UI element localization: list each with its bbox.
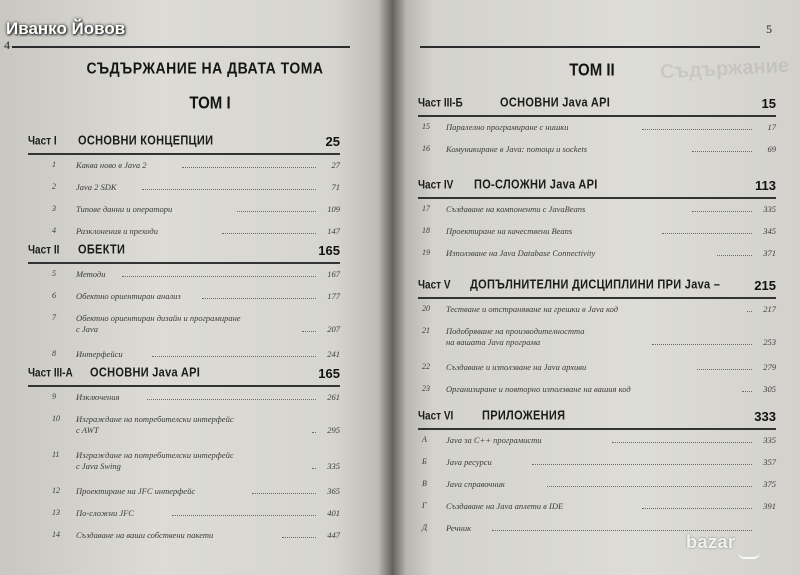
- dot-leader: [642, 508, 752, 509]
- toc-chapter: [52, 269, 340, 281]
- part-rule: [28, 262, 340, 264]
- part-title: ОСНОВНИ Java API: [500, 96, 611, 110]
- dot-leader: [742, 391, 752, 392]
- chapter-number: 3: [52, 204, 56, 213]
- dot-leader: [182, 167, 316, 168]
- toc-part: [418, 409, 776, 427]
- part-code: Част III-А: [28, 367, 73, 380]
- dot-leader: [312, 468, 316, 469]
- chapter-page: 109: [327, 204, 340, 214]
- chapter-number: 6: [52, 291, 56, 300]
- part-page: 15: [761, 96, 776, 111]
- part-rule: [418, 428, 776, 430]
- chapter-title: Изграждане на потребителски интерфейс: [76, 414, 234, 424]
- chapter-number: А: [422, 435, 427, 444]
- chapter-number: 16: [422, 144, 430, 153]
- volume-one-title: ТОМ I: [189, 93, 231, 114]
- toc-chapter: [422, 362, 776, 374]
- part-title: ПРИЛОЖЕНИЯ: [482, 409, 566, 423]
- dot-leader: [652, 344, 752, 345]
- toc-part: [418, 278, 776, 296]
- part-title: ОСНОВНИ Java API: [90, 366, 201, 380]
- dot-leader: [302, 331, 316, 332]
- chapter-page: 279: [763, 362, 776, 372]
- chapter-title: Java 2 SDK: [76, 182, 117, 192]
- chapter-number: 23: [422, 384, 430, 393]
- chapter-title: Създаване на ваши собствени пакети: [76, 530, 214, 540]
- toc-part: [28, 243, 340, 261]
- toc-chapter: [422, 384, 776, 396]
- part-rule: [418, 197, 776, 199]
- part-title: ДОПЪЛНИТЕЛНИ ДИСЦИПЛИНИ ПРИ Java –: [470, 278, 721, 292]
- chapter-page: 27: [331, 160, 340, 170]
- book-gutter: [378, 0, 406, 575]
- toc-chapter: [422, 435, 776, 447]
- chapter-page: 241: [327, 349, 340, 359]
- chapter-number: 20: [422, 304, 430, 313]
- dot-leader: [612, 442, 752, 443]
- dot-leader: [492, 530, 752, 531]
- dot-leader: [642, 129, 752, 130]
- chapter-title: Създаване на Java аплети в IDE: [446, 501, 564, 511]
- dot-leader: [312, 432, 316, 433]
- chapter-title: Изграждане на потребителски интерфейс: [76, 450, 234, 460]
- part-page: 165: [318, 243, 340, 258]
- chapter-page: 365: [327, 486, 340, 496]
- chapter-title: Създаване и използване на Java архиви: [446, 362, 587, 372]
- toc-chapter: [422, 204, 776, 216]
- dot-leader: [692, 211, 752, 212]
- toc-chapter: [52, 414, 340, 438]
- chapter-number: 13: [52, 508, 60, 517]
- dot-leader: [202, 298, 316, 299]
- chapter-page: 335: [327, 461, 340, 471]
- toc-chapter: [422, 479, 776, 491]
- toc-chapter: [422, 248, 776, 260]
- chapter-number: 21: [422, 326, 430, 335]
- part-rule: [418, 115, 776, 117]
- chapter-number: 18: [422, 226, 430, 235]
- chapter-title: Използване на Java Database Connectivity: [446, 248, 596, 258]
- part-code: Част III-Б: [418, 97, 463, 110]
- dot-leader: [692, 151, 752, 152]
- chapter-page: 295: [327, 425, 340, 435]
- chapter-number: 14: [52, 530, 60, 539]
- toc-chapter: [422, 457, 776, 469]
- dot-leader: [237, 211, 316, 212]
- part-title: ПО-СЛОЖНИ Java API: [474, 178, 598, 192]
- toc-chapter: [52, 392, 340, 404]
- part-page: 25: [325, 134, 340, 149]
- dot-leader: [662, 233, 752, 234]
- toc-chapter: [52, 349, 340, 361]
- part-rule: [418, 297, 776, 299]
- chapter-title: Обектно ориентиран анализ: [76, 291, 181, 301]
- chapter-title: Каква ново в Java 2: [76, 160, 147, 170]
- chapter-page: 17: [767, 122, 776, 132]
- chapter-page: 401: [327, 508, 340, 518]
- dot-leader: [172, 515, 316, 516]
- dot-leader: [547, 486, 752, 487]
- toc-part: [28, 134, 340, 152]
- chapter-title: Обектно ориентиран дизайн и програмиране: [76, 313, 241, 323]
- toc-chapter: [422, 144, 776, 156]
- toc-heading: СЪДЪРЖАНИЕ НА ДВАТА ТОМА: [86, 59, 324, 77]
- site-logo-text: bazar: [686, 532, 736, 552]
- chapter-page: 357: [763, 457, 776, 467]
- chapter-page: 447: [327, 530, 340, 540]
- dot-leader: [142, 189, 316, 190]
- chapter-title: Проектиране на JFC интерфейс: [76, 486, 196, 496]
- toc-part: [418, 96, 776, 114]
- chapter-title-continued: с Java Swing: [76, 461, 121, 471]
- toc-chapter: [52, 530, 340, 542]
- chapter-page: 391: [763, 501, 776, 511]
- site-logo: [686, 532, 792, 560]
- chapter-page: 207: [327, 324, 340, 334]
- volume-two-title: ТОМ II: [569, 60, 615, 81]
- chapter-title: Комуникиране в Java: потоци и sockets: [446, 144, 588, 154]
- chapter-title: Речник: [446, 523, 472, 533]
- chapter-title: Разклонения и преходи: [76, 226, 158, 236]
- dot-leader: [717, 255, 752, 256]
- logo-smile-icon: [738, 552, 760, 559]
- chapter-page: 375: [763, 479, 776, 489]
- left-page: [0, 0, 392, 575]
- toc-chapter: [52, 160, 340, 172]
- dot-leader: [122, 276, 316, 277]
- toc-chapter: [422, 226, 776, 238]
- chapter-number: 17: [422, 204, 430, 213]
- part-code: Част IV: [418, 179, 454, 192]
- dot-leader: [147, 399, 316, 400]
- dot-leader: [282, 537, 316, 538]
- chapter-title: Java за C++ програмисти: [446, 435, 542, 445]
- toc-part: [28, 366, 340, 384]
- chapter-page: 335: [763, 204, 776, 214]
- right-page: [392, 0, 800, 575]
- toc-chapter: [52, 508, 340, 520]
- dot-leader: [697, 369, 752, 370]
- chapter-number: 5: [52, 269, 56, 278]
- dot-leader: [222, 233, 316, 234]
- chapter-number: 12: [52, 486, 60, 495]
- chapter-number: 10: [52, 414, 60, 423]
- toc-chapter: [52, 204, 340, 216]
- toc-chapter: [422, 304, 776, 316]
- part-title: ОСНОВНИ КОНЦЕПЦИИ: [78, 134, 214, 148]
- chapter-page: 253: [763, 337, 776, 347]
- toc-chapter: [52, 291, 340, 303]
- chapter-number: 2: [52, 182, 56, 191]
- chapter-title: Java справочник: [446, 479, 505, 489]
- chapter-title-continued: с AWT: [76, 425, 99, 435]
- toc-chapter: [52, 450, 340, 474]
- part-code: Част I: [28, 135, 57, 148]
- chapter-title: Методи: [76, 269, 106, 279]
- dot-leader: [252, 493, 316, 494]
- chapter-title: Създаване на компоненти с JavaBeans: [446, 204, 586, 214]
- chapter-title: Подобряване на производителността: [446, 326, 585, 336]
- chapter-page: 147: [327, 226, 340, 236]
- chapter-page: 71: [331, 182, 340, 192]
- dot-leader: [747, 311, 752, 312]
- part-page: 165: [318, 366, 340, 381]
- chapter-number: Д: [422, 523, 428, 532]
- toc-chapter: [422, 501, 776, 513]
- toc-chapter: [422, 326, 776, 350]
- chapter-title-continued: на вашата Java програма: [446, 337, 541, 347]
- chapter-number: 19: [422, 248, 430, 257]
- part-rule: [28, 385, 340, 387]
- toc-chapter: [52, 226, 340, 238]
- chapter-page: 69: [767, 144, 776, 154]
- chapter-title: Java ресурси: [446, 457, 492, 467]
- chapter-number: 9: [52, 392, 56, 401]
- chapter-title: Изключения: [76, 392, 120, 402]
- chapter-title: Паралелно програмиране с нишки: [446, 122, 569, 132]
- part-title: ОБЕКТИ: [78, 243, 126, 257]
- toc-chapter: [422, 122, 776, 134]
- chapter-number: 8: [52, 349, 56, 358]
- part-page: 113: [755, 178, 776, 193]
- chapter-page: 345: [763, 226, 776, 236]
- chapter-page: 217: [763, 304, 776, 314]
- dot-leader: [152, 356, 316, 357]
- chapter-title: Организиране и повторно използване на вашия код: [446, 384, 631, 394]
- part-rule: [28, 153, 340, 155]
- chapter-number: 4: [52, 226, 56, 235]
- chapter-title: Типове данни и оператори: [76, 204, 173, 214]
- chapter-number: 15: [422, 122, 430, 131]
- chapter-title: По-сложни JFC: [76, 508, 134, 518]
- chapter-page: 371: [763, 248, 776, 258]
- chapter-page: 305: [763, 384, 776, 394]
- chapter-page: 335: [763, 435, 776, 445]
- chapter-number: 11: [52, 450, 60, 459]
- right-page-number: 5: [766, 22, 772, 36]
- toc-chapter: [52, 313, 340, 337]
- part-code: Част II: [28, 244, 60, 257]
- chapter-title: Интерфейси: [76, 349, 123, 359]
- chapter-page: 167: [327, 269, 340, 279]
- part-code: Част V: [418, 279, 451, 292]
- chapter-page: 177: [327, 291, 340, 301]
- left-header-rule: [12, 46, 350, 48]
- chapter-title: Тестване и отстраняване на грешки в Java код: [446, 304, 619, 314]
- chapter-number: 1: [52, 160, 56, 169]
- chapter-title-continued: с Java: [76, 324, 98, 334]
- part-code: Част VI: [418, 410, 454, 423]
- chapter-number: Б: [422, 457, 427, 466]
- chapter-number: 7: [52, 313, 56, 322]
- toc-chapter: [52, 486, 340, 498]
- part-page: 333: [754, 409, 776, 424]
- toc-chapter: [52, 182, 340, 194]
- left-page-number: 4: [4, 38, 10, 52]
- chapter-page: 261: [327, 392, 340, 402]
- toc-part: [418, 178, 776, 196]
- chapter-title: Проектиране на качествени Beans: [446, 226, 573, 236]
- chapter-number: В: [422, 479, 427, 488]
- chapter-number: Г: [422, 501, 427, 510]
- bleed-through-text: Съдържание: [659, 54, 790, 84]
- uploader-watermark: Иванко Йовов: [6, 19, 126, 38]
- part-page: 215: [754, 278, 776, 293]
- right-header-rule: [420, 46, 760, 48]
- chapter-number: 22: [422, 362, 430, 371]
- dot-leader: [532, 464, 752, 465]
